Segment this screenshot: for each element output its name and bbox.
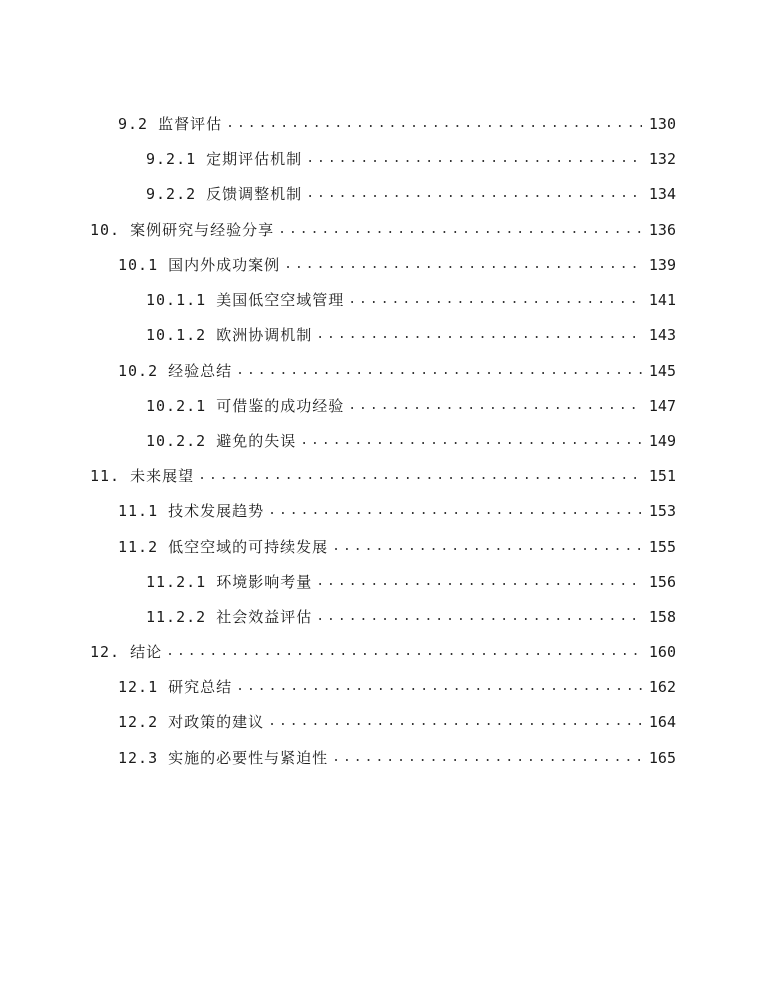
- toc-entry-page: 141: [648, 291, 676, 309]
- toc-entry-page: 132: [648, 150, 676, 168]
- toc-entry-10-2-1[interactable]: [146, 392, 676, 420]
- toc-entry-title: 10.1.1 美国低空空域管理: [146, 291, 345, 309]
- toc-entry-page: 160: [648, 643, 676, 661]
- toc-entry-page: 155: [648, 538, 676, 556]
- toc-entry-page: 147: [648, 397, 676, 415]
- toc-entry-page: 158: [648, 608, 676, 626]
- toc-entry-title: 10.2 经验总结: [118, 362, 233, 380]
- toc-dot-leader: [226, 110, 642, 138]
- toc-entry-title: 11.2.1 环境影响考量: [146, 573, 313, 591]
- toc-entry-title: 10.2.2 避免的失误: [146, 432, 297, 450]
- toc-entry-page: 151: [648, 467, 676, 485]
- toc-dot-leader: [306, 180, 642, 208]
- toc-entry-title: 10.2.1 可借鉴的成功经验: [146, 397, 345, 415]
- toc-entry-page: 136: [648, 221, 676, 239]
- toc-entry-title: 11.2.2 社会效益评估: [146, 608, 313, 626]
- toc-dot-leader: [332, 533, 642, 561]
- toc-entry-10-1[interactable]: [118, 251, 676, 279]
- toc-entry-page: 153: [648, 502, 676, 520]
- toc-dot-leader: [316, 568, 642, 596]
- toc-dot-leader: [316, 321, 642, 349]
- toc-entry-title: 9.2.1 定期评估机制: [146, 150, 303, 168]
- toc-entry-page: 164: [648, 713, 676, 731]
- toc-dot-leader: [236, 673, 642, 701]
- toc-entry-12-1[interactable]: [118, 673, 676, 701]
- toc-entry-11-1[interactable]: [118, 497, 676, 525]
- toc-entry-title: 9.2.2 反馈调整机制: [146, 185, 303, 203]
- toc-entry-12[interactable]: [90, 638, 676, 666]
- toc-entry-title: 10.1 国内外成功案例: [118, 256, 281, 274]
- toc-entry-title: 11. 未来展望: [90, 467, 195, 485]
- toc-entry-11[interactable]: [90, 462, 676, 490]
- toc-dot-leader: [348, 286, 642, 314]
- toc-dot-leader: [316, 603, 642, 631]
- toc-entry-9-2[interactable]: [118, 110, 676, 138]
- toc-entry-page: 139: [648, 256, 676, 274]
- toc-dot-leader: [268, 497, 642, 525]
- toc-entry-10-1-1[interactable]: [146, 286, 676, 314]
- toc-entry-page: 149: [648, 432, 676, 450]
- toc-entry-title: 10.1.2 欧洲协调机制: [146, 326, 313, 344]
- toc-entry-10[interactable]: [90, 216, 676, 244]
- toc-entry-title: 12. 结论: [90, 643, 163, 661]
- toc-dot-leader: [348, 392, 642, 420]
- toc-entry-title: 12.3 实施的必要性与紧迫性: [118, 749, 329, 767]
- toc-dot-leader: [198, 462, 642, 490]
- toc-entry-page: 143: [648, 326, 676, 344]
- toc-entry-9-2-1[interactable]: [146, 145, 676, 173]
- toc-entry-10-1-2[interactable]: [146, 321, 676, 349]
- toc-entry-page: 130: [648, 115, 676, 133]
- toc-entry-page: 145: [648, 362, 676, 380]
- toc-entry-10-2[interactable]: [118, 357, 676, 385]
- toc-entry-title: 12.2 对政策的建议: [118, 713, 265, 731]
- toc-entry-title: 10. 案例研究与经验分享: [90, 221, 275, 239]
- toc-dot-leader: [278, 216, 642, 244]
- toc-dot-leader: [300, 427, 642, 455]
- toc-dot-leader: [268, 708, 642, 736]
- toc-entry-title: 12.1 研究总结: [118, 678, 233, 696]
- toc-entry-title: 11.2 低空空域的可持续发展: [118, 538, 329, 556]
- toc-entry-page: 165: [648, 749, 676, 767]
- toc-entry-page: 162: [648, 678, 676, 696]
- toc-dot-leader: [236, 357, 642, 385]
- toc-dot-leader: [166, 638, 642, 666]
- toc-entry-10-2-2[interactable]: [146, 427, 676, 455]
- toc-entry-title: 11.1 技术发展趋势: [118, 502, 265, 520]
- toc-entry-page: 156: [648, 573, 676, 591]
- toc-entry-12-2[interactable]: [118, 708, 676, 736]
- toc-dot-leader: [284, 251, 642, 279]
- toc-entry-title: 9.2 监督评估: [118, 115, 223, 133]
- toc-entry-11-2-2[interactable]: [146, 603, 676, 631]
- toc-entry-9-2-2[interactable]: [146, 180, 676, 208]
- toc-entry-page: 134: [648, 185, 676, 203]
- toc-entry-12-3[interactable]: [118, 744, 676, 772]
- toc-entry-11-2-1[interactable]: [146, 568, 676, 596]
- toc-dot-leader: [306, 145, 642, 173]
- toc-dot-leader: [332, 744, 642, 772]
- toc-entry-11-2[interactable]: [118, 533, 676, 561]
